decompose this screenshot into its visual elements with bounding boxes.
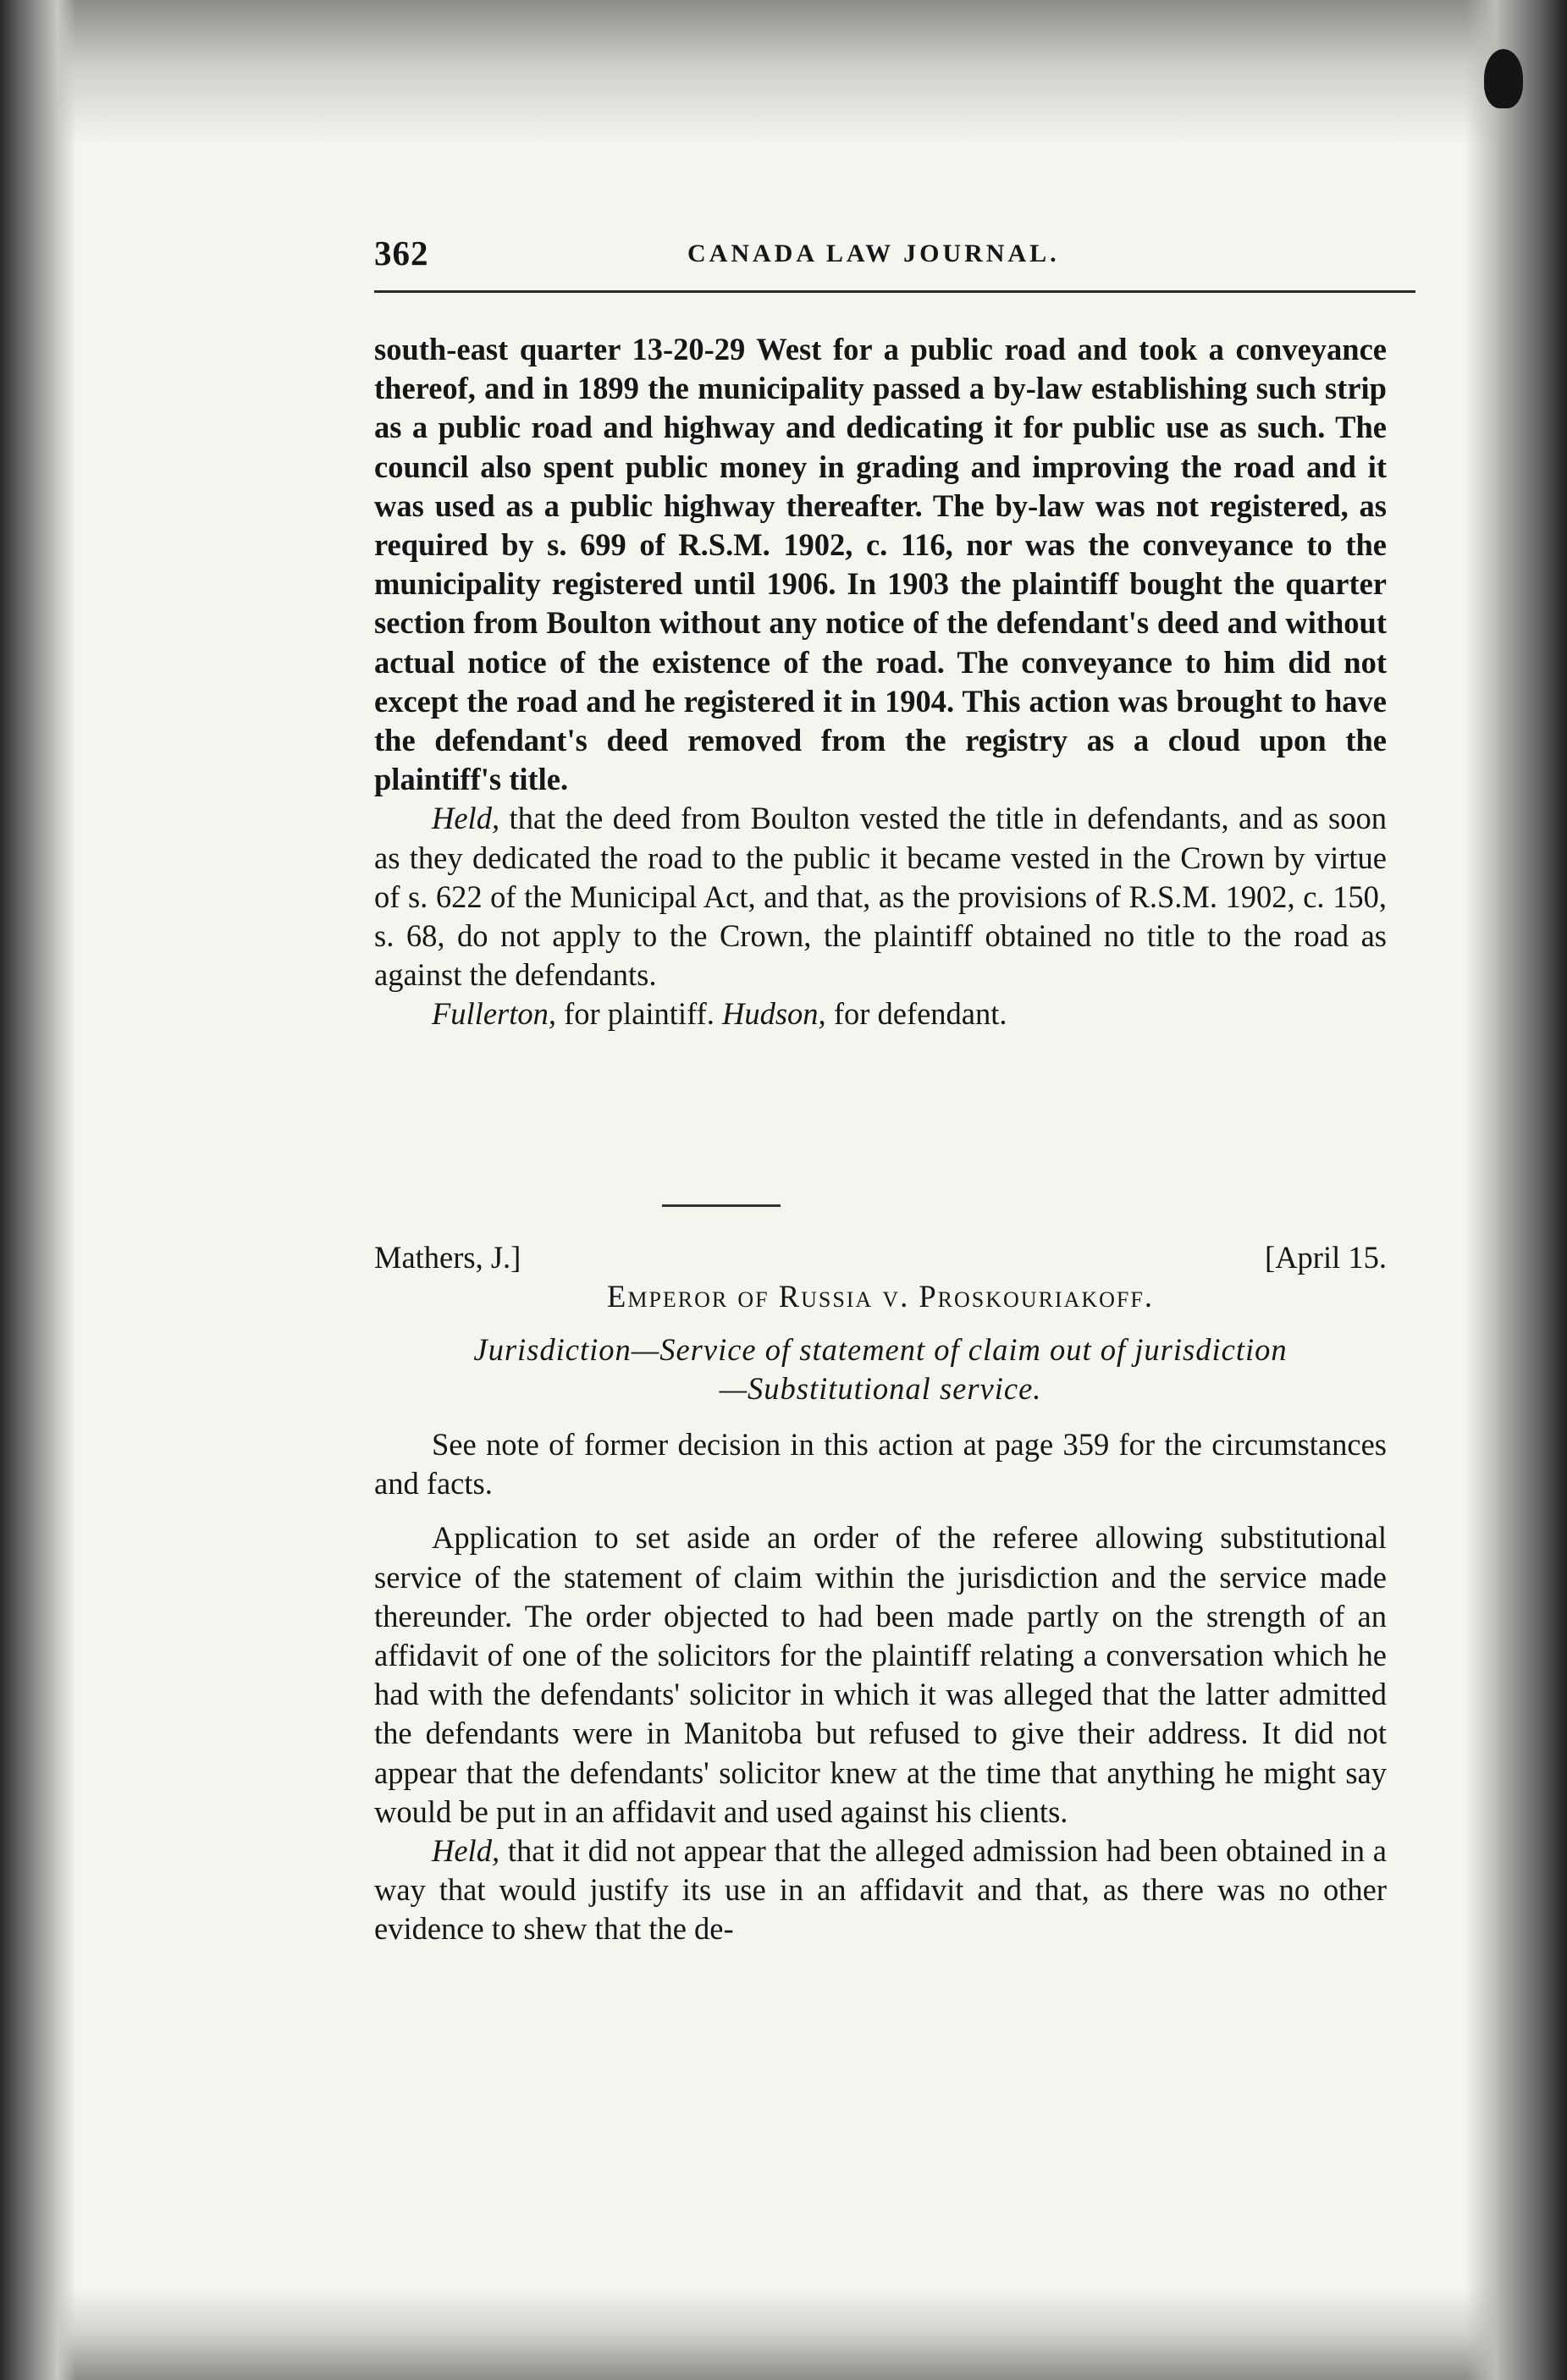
counsel-plaintiff-name: Fullerton, bbox=[432, 996, 556, 1032]
counsel-plaintiff-role: for plaintiff. bbox=[556, 996, 722, 1032]
second-case-application: Application to set aside an order of the referee allowing substitutional service of the statement of claim within the jurisdiction and the service made thereunder. The order objected to had been made partly on the strength of an affidavit of one of the solicitors for the plaintiff relating a conversation which he had with the defendants' solicitor in which it was alleged that the latter admitted the defendants were in Manitoba but refused to give their address. It did not appear that the defendants' solicitor knew at the time that anything he might say would be put in an affidavit and used against his clients. bbox=[374, 1520, 1387, 1829]
page-edge-left-shadow bbox=[0, 0, 76, 2380]
page-header bbox=[374, 233, 1414, 284]
counsel-line bbox=[374, 994, 1387, 1033]
second-case-note: See note of former decision in this action at page 359 for the circumstances and facts. bbox=[374, 1427, 1387, 1501]
case-separator-rule bbox=[662, 1204, 781, 1207]
first-case-holding bbox=[374, 799, 1387, 994]
counsel-defendant-name: Hudson, bbox=[721, 996, 826, 1032]
catchwords-line-1: Jurisdiction—Service of statement of claim out of jurisdiction bbox=[473, 1332, 1288, 1367]
ink-blot bbox=[1484, 49, 1523, 108]
holding-text-2: that it did not appear that the alleged admission had been obtained in a way that would justify its use in an affidavit and that, as there was no other evidence to shew that the de- bbox=[374, 1833, 1387, 1947]
page-number: 362 bbox=[374, 234, 429, 273]
page-edge-top-shadow bbox=[0, 0, 1567, 144]
catchwords-line-2: —Substitutional service. bbox=[719, 1371, 1042, 1406]
running-head: CANADA LAW JOURNAL. bbox=[687, 240, 1060, 267]
first-case-body bbox=[374, 330, 1387, 1034]
case-title: Emperor of Russia v. Proskouriakoff. bbox=[607, 1279, 1154, 1314]
decision-date: [April 15. bbox=[1265, 1240, 1387, 1275]
first-case-paragraph: south-east quarter 13-20-29 West for a public road and took a conveyance thereof, and in 1899 the municipality passed a by-law establishing such strip as a public road and highway and dedicating it for public use as such. The council also spent public money in grading and improving the road and it was used as a public highway thereafter. The by-law was not registered, as required by s. 699 of R.S.M. 1902, c. 116, nor was the conveyance to the municipality registered until 1906. In 1903 the plaintiff bought the quarter section from Boulton without any notice of the defendant's deed and without actual notice of the existence of the road. The conveyance to him did not except the road and he registered it in 1904. This action was brought to have the defendant's deed removed from the registry as a cloud upon the plaintiff's title. bbox=[374, 332, 1387, 797]
second-case-body bbox=[374, 1425, 1387, 1949]
judge-name: Mathers, J.] bbox=[374, 1240, 521, 1275]
second-case-holding bbox=[374, 1832, 1387, 1949]
page-edge-bottom-shadow bbox=[0, 2287, 1567, 2380]
page-edge-right-shadow bbox=[1465, 0, 1567, 2380]
catchwords bbox=[374, 1330, 1387, 1408]
header-rule bbox=[374, 290, 1415, 293]
counsel-defendant-role: for defendant. bbox=[825, 996, 1007, 1032]
holding-text: that the deed from Boulton vested the title in defendants, and as soon as they dedicated the road to the public it became vested in the Crown by virtue of s. 622 of the Municipal Act, and that, as the provisions of R.S.M. 1902, c. 150, s. 68, do not apply to the Crown, the plaintiff obtained no title to the road as against the defendants. bbox=[374, 801, 1387, 993]
held-label: Held, bbox=[432, 801, 500, 836]
held-label-2: Held, bbox=[432, 1833, 500, 1869]
